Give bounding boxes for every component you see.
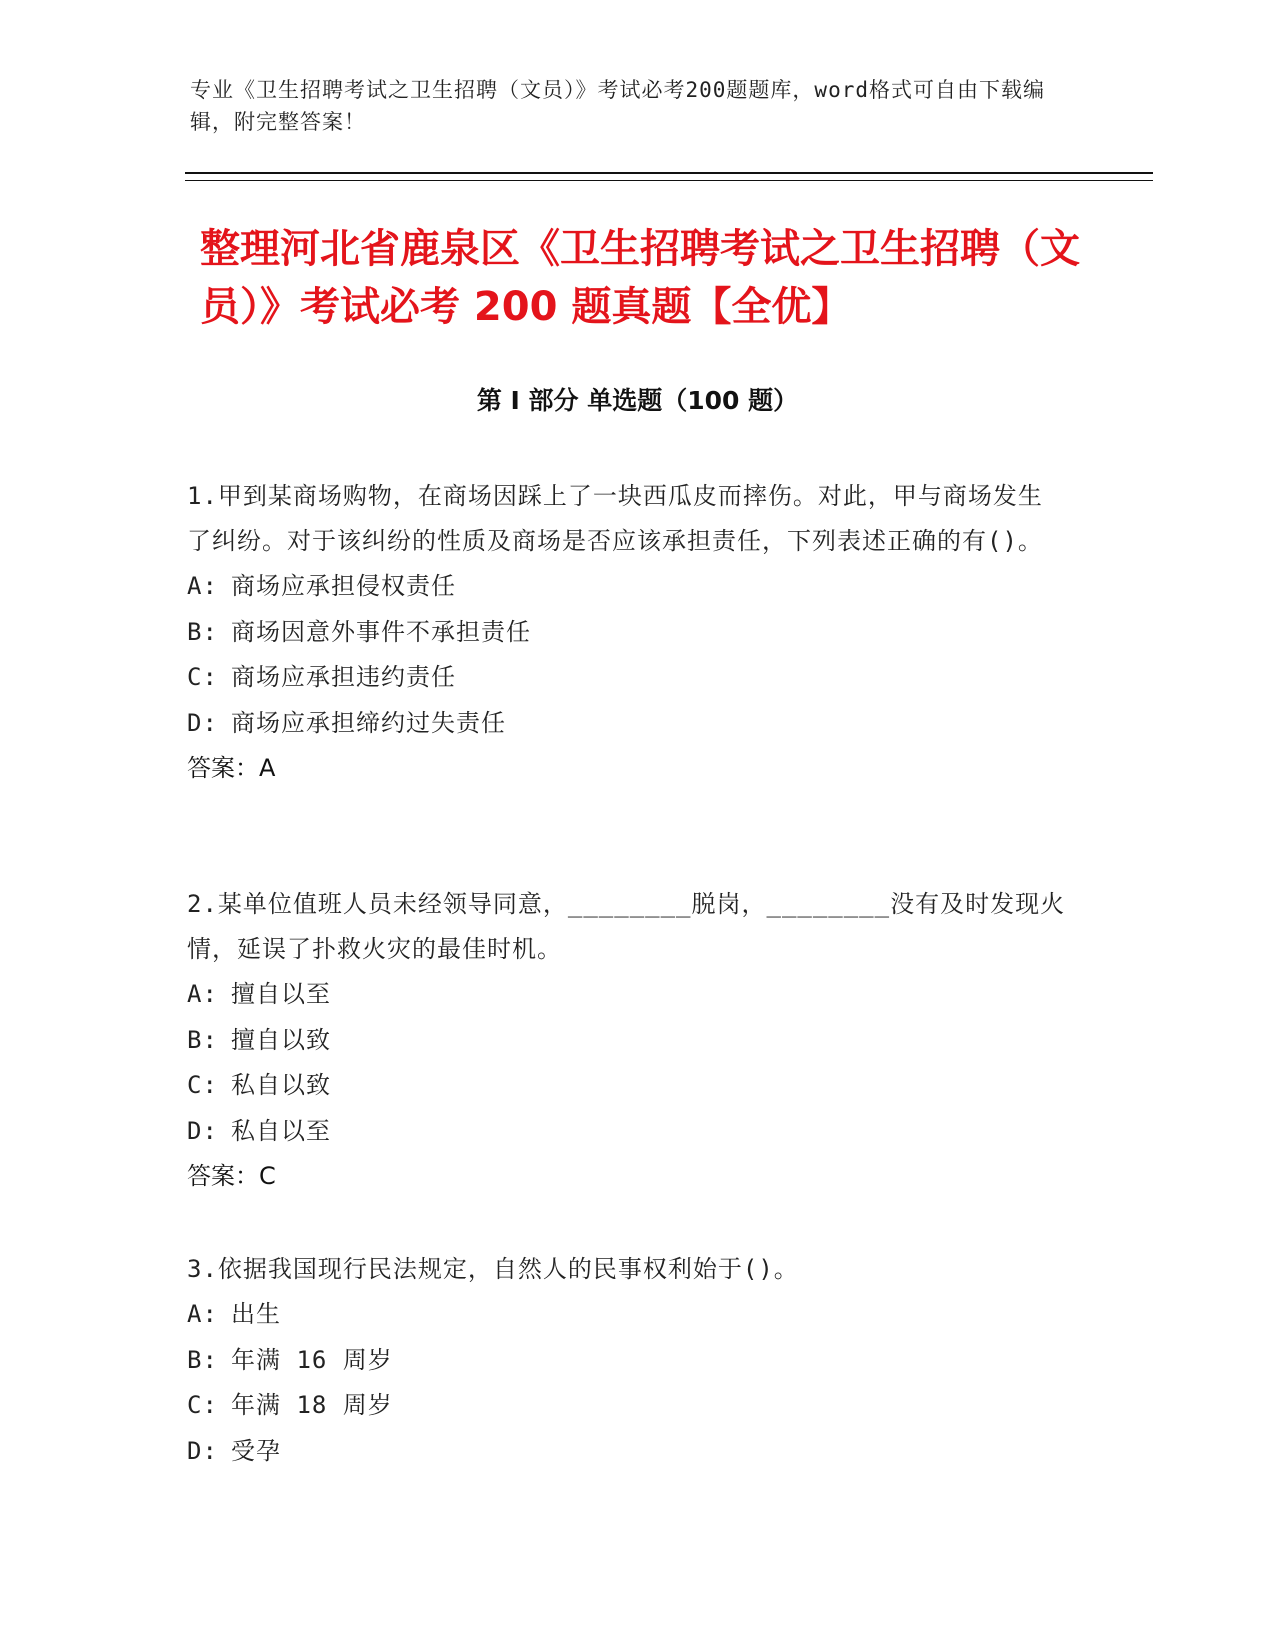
option-text: 私自以致 xyxy=(231,1071,331,1099)
option-key: B: xyxy=(187,617,218,646)
option-c xyxy=(187,1383,1067,1429)
option-d xyxy=(187,1109,1067,1155)
question-stem: 3.依据我国现行民法规定，自然人的民事权利始于()。 xyxy=(187,1255,799,1283)
question-2 xyxy=(187,882,1067,1199)
option-c xyxy=(187,655,1067,701)
option-key: A: xyxy=(187,572,218,600)
option-b xyxy=(187,1018,1067,1064)
option-key: B: xyxy=(187,1025,218,1054)
header-divider-top xyxy=(185,172,1153,174)
header-divider-bottom xyxy=(185,180,1153,181)
option-a xyxy=(187,1292,1067,1338)
option-text: 商场因意外事件不承担责任 xyxy=(231,617,531,646)
question-1 xyxy=(187,474,1067,791)
question-stem: 1.甲到某商场购物，在商场因踩上了一块西瓜皮而摔伤。对此，甲与商场发生了纠纷。对于该纠纷的性质及商场是否应该承担责任，下列表述正确的有()。 xyxy=(187,482,1043,555)
header-note: 专业《卫生招聘考试之卫生招聘（文员）》考试必考200题题库，word格式可自由下载编辑，附完整答案！ xyxy=(190,78,1045,134)
option-key: B: xyxy=(187,1345,218,1374)
answer-line: 答案：C xyxy=(187,1162,276,1190)
option-d xyxy=(187,701,1067,747)
option-key: C: xyxy=(187,663,218,691)
document-title: 整理河北省鹿泉区《卫生招聘考试之卫生招聘（文员）》考试必考 200 题真题【全优】 xyxy=(200,226,1080,330)
option-key: A: xyxy=(187,980,218,1008)
option-d xyxy=(187,1429,1067,1475)
option-b xyxy=(187,610,1067,656)
option-text: 出生 xyxy=(231,1300,281,1328)
option-text: 年满 16 周岁 xyxy=(231,1345,393,1374)
option-a xyxy=(187,972,1067,1018)
option-text: 私自以至 xyxy=(231,1116,331,1145)
option-text: 受孕 xyxy=(231,1436,281,1465)
option-text: 商场应承担违约责任 xyxy=(231,663,456,691)
question-stem: 2.某单位值班人员未经领导同意，________脱岗，________没有及时发现火情，延误了扑救火灾的最佳时机。 xyxy=(187,890,1066,963)
option-text: 擅自以至 xyxy=(231,980,331,1008)
option-b xyxy=(187,1338,1067,1384)
question-3 xyxy=(187,1247,1067,1474)
option-text: 商场应承担缔约过失责任 xyxy=(231,708,506,737)
option-key: C: xyxy=(187,1071,218,1099)
option-key: D: xyxy=(187,1436,218,1465)
option-key: A: xyxy=(187,1300,218,1328)
option-a xyxy=(187,564,1067,610)
answer-line: 答案：A xyxy=(187,754,276,782)
option-text: 商场应承担侵权责任 xyxy=(231,572,456,600)
option-key: D: xyxy=(187,708,218,737)
section-heading: 第 I 部分 单选题（100 题） xyxy=(476,386,799,415)
option-text: 年满 18 周岁 xyxy=(231,1391,393,1419)
option-text: 擅自以致 xyxy=(231,1025,331,1054)
option-key: C: xyxy=(187,1391,218,1419)
option-key: D: xyxy=(187,1116,218,1145)
option-c xyxy=(187,1063,1067,1109)
